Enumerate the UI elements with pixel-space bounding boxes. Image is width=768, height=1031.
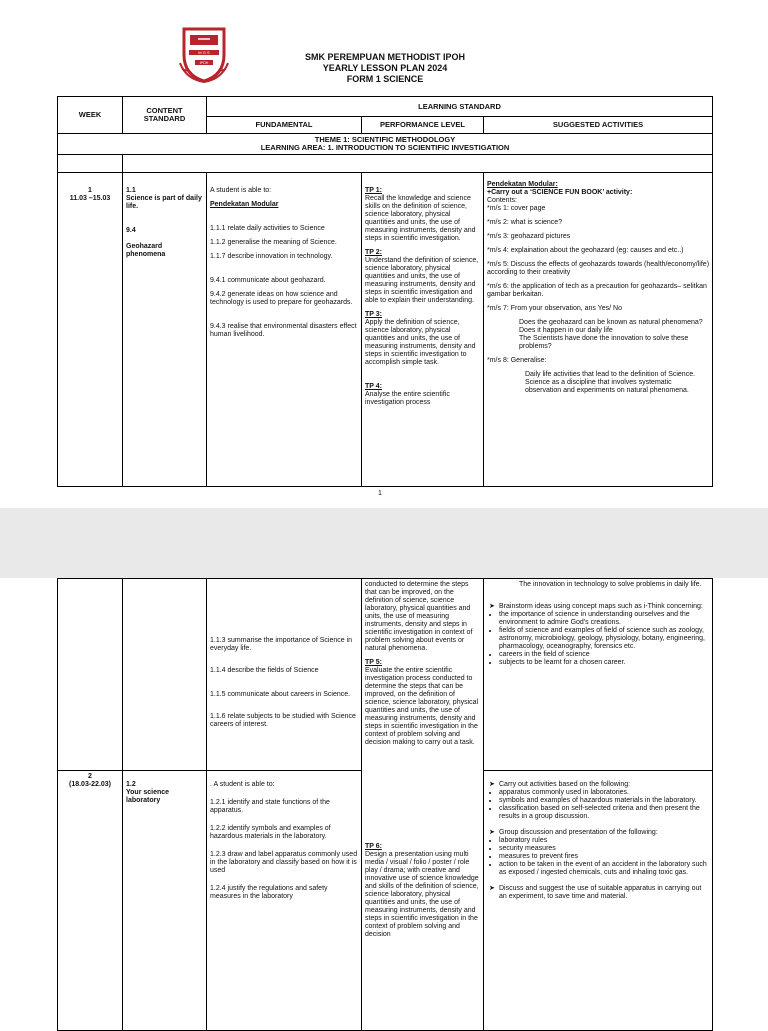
brainstorm-item: • fields of science and examples of field of science such as zoology, astronomy, microbiology, geology, physiology, botany, engineering, pharmacology, oceanography, forensics etc. <box>499 627 709 651</box>
cs-title-9-4: Geohazard phenomena <box>126 243 166 258</box>
week2-fundamental <box>207 771 362 1031</box>
learning-area: LEARNING AREA: 1. INTRODUCTION TO SCIENTIFIC INVESTIGATION <box>260 143 510 152</box>
act-generalise: Science as a discipline that involves systematic observation and experiments on natural phenomena. <box>525 379 689 394</box>
form-subject: FORM 1 SCIENCE <box>346 74 424 84</box>
act-contents: Contents: <box>487 197 517 204</box>
cs-code-9-4: 9.4 <box>126 227 136 234</box>
act-item: *m/s 7: From your observation, ans Yes/ No <box>487 305 623 312</box>
act1-text: Carry out activities based on the following: <box>499 781 631 788</box>
week1-number: 1 <box>88 187 92 194</box>
fund-line: . A student is able to: <box>210 781 275 788</box>
tp2-text: Understand the definition of science, science laboratory, physical quantities and units, the use of measuring instruments, density and steps in scientific investigation and able to explain their understanding. <box>365 257 479 304</box>
fund-line: A student is able to: <box>210 187 272 194</box>
week2-activities <box>484 771 713 1031</box>
crest-text-top: M G S <box>198 50 210 56</box>
brainstorm-item: • the importance of science in understanding ourselves and the environment to admire God's creations. <box>499 611 709 627</box>
fund-line: 1.2.1 identify and state functions of the apparatus. <box>210 799 330 814</box>
act-m8: *m/s 8: Generalise: <box>487 357 547 364</box>
cont-fundamental <box>207 579 362 771</box>
header-suggested-activities: SUGGESTED ACTIVITIES <box>484 117 713 134</box>
arrow-bullet-icon: ➤ <box>489 603 495 610</box>
fund-line: 1.2.2 identify symbols and examples of hazardous materials in the laboratory. <box>210 825 331 840</box>
act2-item: • action to be taken in the event of an accident in the laboratory such as exposed / ingested chemicals, cuts and inhaling toxic gas. <box>499 861 709 877</box>
cont-performance-level <box>362 579 484 1031</box>
act1-item: • apparatus commonly used in laboratories. <box>499 789 709 797</box>
perf-cont-text: conducted to determine the steps that can be improved, on the definition of science, science laboratory, physical quantities and units, the use of measuring instruments, density and steps in scientific investigation in context of problem solving about events or natural phenomena. <box>365 581 473 652</box>
fund-line: 1.1.7 describe innovation in technology. <box>210 253 333 260</box>
empty-cell <box>123 579 207 771</box>
week2-content-standard <box>123 771 207 1031</box>
fund-line: 1.1.3 summarise the importance of Science in everyday life. <box>210 637 353 652</box>
lesson-plan-table-page1 <box>57 96 713 487</box>
week1-fundamental <box>207 173 362 487</box>
tp6-text: Design a presentation using multi media / visual / folio / poster / role play / drama; with creative and innovative use of science knowledge and skills of the definition of science, science laboratory, physical quantities and units, the use of measuring instruments, density and steps in scientific investigation in the context of problem solving and decision <box>365 851 479 938</box>
header-learning-standard: LEARNING STANDARD <box>207 97 713 117</box>
arrow-bullet-icon: ➤ <box>489 885 495 892</box>
fund-line: 1.1.6 relate subjects to be studied with Science careers of interest. <box>210 713 356 728</box>
cs-title-1-2: Your science laboratory <box>126 789 170 804</box>
tp2-label: TP 2: <box>365 249 382 256</box>
fund-line: 9.4.1 communicate about geohazard. <box>210 277 326 284</box>
fund-line: 1.2.3 draw and label apparatus commonly used in the laboratory and classify based on how it is used <box>210 851 358 874</box>
empty-cell <box>58 155 123 173</box>
act-item: *m/s 6: the application of tech as a precaution for geohazards– selitkan gambar berkaitan. <box>487 283 707 298</box>
arrow-bullet-icon: ➤ <box>489 781 495 788</box>
page-gap <box>0 508 768 578</box>
tp6-label: TP 6: <box>365 843 382 850</box>
lesson-plan-table-page2 <box>57 578 713 1031</box>
act-cont-text: The innovation in technology to solve problems in daily life. <box>519 581 702 588</box>
cs-code-1-2: 1.2 <box>126 781 136 788</box>
tp1-text: Recall the knowledge and science skills on the definition of science, science laboratory, physical quantities and units, the use of measuring instruments, density and steps in scientific investigation. <box>365 195 476 242</box>
header-performance-level: PERFORMANCE LEVEL <box>362 117 484 134</box>
act-item: *m/s 1: cover page <box>487 205 546 212</box>
cs-code-1-1: 1.1 <box>126 187 136 194</box>
document-header <box>220 52 550 85</box>
fund-line: 1.1.2 generalise the meaning of Science. <box>210 239 337 246</box>
empty-cell <box>58 579 123 771</box>
week2-number: 2 <box>88 773 92 780</box>
tp4-label: TP 4: <box>365 383 382 390</box>
act1-item: • symbols and examples of hazardous materials in the laboratory. <box>499 797 709 805</box>
header-fundamental: FUNDAMENTAL <box>207 117 362 134</box>
act3-text: Discuss and suggest the use of suitable apparatus in carrying out an experiment, to save time and material. <box>499 885 702 900</box>
fund-line: 9.4.2 generate ideas on how science and technology is used to prepare for geohazards. <box>210 291 353 306</box>
tp5-text: Evaluate the entire scientific investigation process conducted to determine the steps that can be improved, on the definition of science, science laboratory, physical quantities and units, the use of measuring instruments, density and steps in scientific investigation in the context of problem solving and decision making to carry out a task. <box>365 667 479 746</box>
act-item: *m/s 2: what is science? <box>487 219 563 226</box>
week1-content-standard <box>123 173 207 487</box>
brainstorm-item: • subjects to be learnt for a chosen career. <box>499 659 709 667</box>
cont-activities <box>484 579 713 771</box>
arrow-bullet-icon: ➤ <box>489 829 495 836</box>
fund-line: 1.1.4 describe the fields of Science <box>210 667 319 674</box>
header-week: WEEK <box>58 97 123 134</box>
tp3-text: Apply the definition of science, science laboratory, physical quantities and units, the use of measuring instruments, density and steps in scientific investigation to accomplish simple task. <box>365 319 476 366</box>
act-generalise: Daily life activities that lead to the definition of Science. <box>525 371 696 378</box>
fund-line: 9.4.3 realise that environmental disasters effect human livelihood. <box>210 323 357 338</box>
week1-performance-level <box>362 173 484 487</box>
week1-dates: 11.03 –15.03 <box>69 195 111 202</box>
cs-title-1-1: Science is part of daily life. <box>126 195 202 210</box>
theme-title: THEME 1: SCIENTIFIC METHODOLOGY <box>314 135 456 144</box>
act-question: Does the geohazard can be known as natural phenomena? <box>519 319 703 326</box>
act-intro: +Carry out a ‘SCIENCE FUN BOOK’ activity: <box>487 189 633 196</box>
act-question: The Scientists have done the innovation to solve these problems? <box>519 335 689 350</box>
plan-title: YEARLY LESSON PLAN 2024 <box>322 63 448 73</box>
act2-item: • security measures <box>499 845 709 853</box>
fund-pendekatan-modular: Pendekatan Modular <box>210 201 279 208</box>
act-item: *m/s 3: geohazard pictures <box>487 233 571 240</box>
empty-row <box>123 155 713 173</box>
fund-line: 1.2.4 justify the regulations and safety measures in the laboratory <box>210 885 328 900</box>
act-question: Does it happen in our daily life <box>519 327 613 334</box>
brainstorm-item: • careers in the field of science <box>499 651 709 659</box>
header-content-standard: CONTENT STANDARD <box>123 97 207 134</box>
week1-suggested-activities <box>484 173 713 487</box>
act2-item: • laboratory rules <box>499 837 709 845</box>
brainstorm-text: Brainstorm ideas using concept maps such as i-Think concerning: <box>499 603 703 610</box>
tp4-text: Analyse the entire scientific investigation process <box>365 391 450 406</box>
act-item: *m/s 4: explaination about the geohazard (eg: causes and etc..) <box>487 247 684 254</box>
act1-item: • classification based on self-selected criteria and then present the results in a group discussion. <box>499 805 709 821</box>
school-name: SMK PEREMPUAN METHODIST IPOH <box>304 52 465 62</box>
crest-text-bottom: IPOH <box>199 61 209 65</box>
act2-text: Group discussion and presentation of the following: <box>499 829 658 836</box>
act-item: *m/s 5: Discuss the effects of geohazards towards (health/economy/life) according to their creativity <box>487 261 710 276</box>
fund-line: 1.1.1 relate daily activities to Science <box>210 225 325 232</box>
act2-item: • measures to prevent fires <box>499 853 709 861</box>
tp3-label: TP 3: <box>365 311 382 318</box>
theme-row <box>58 134 713 155</box>
week2-dates: (18.03-22.03) <box>68 781 112 788</box>
page-number: 1 <box>378 490 382 497</box>
week2-cell <box>58 771 123 1031</box>
fund-line: 1.1.5 communicate about careers in Science. <box>210 691 351 698</box>
week1-cell <box>58 173 123 487</box>
tp1-label: TP 1: <box>365 187 382 194</box>
act-title: Pendekatan Modular: <box>487 181 558 188</box>
tp5-label: TP 5: <box>365 659 382 666</box>
